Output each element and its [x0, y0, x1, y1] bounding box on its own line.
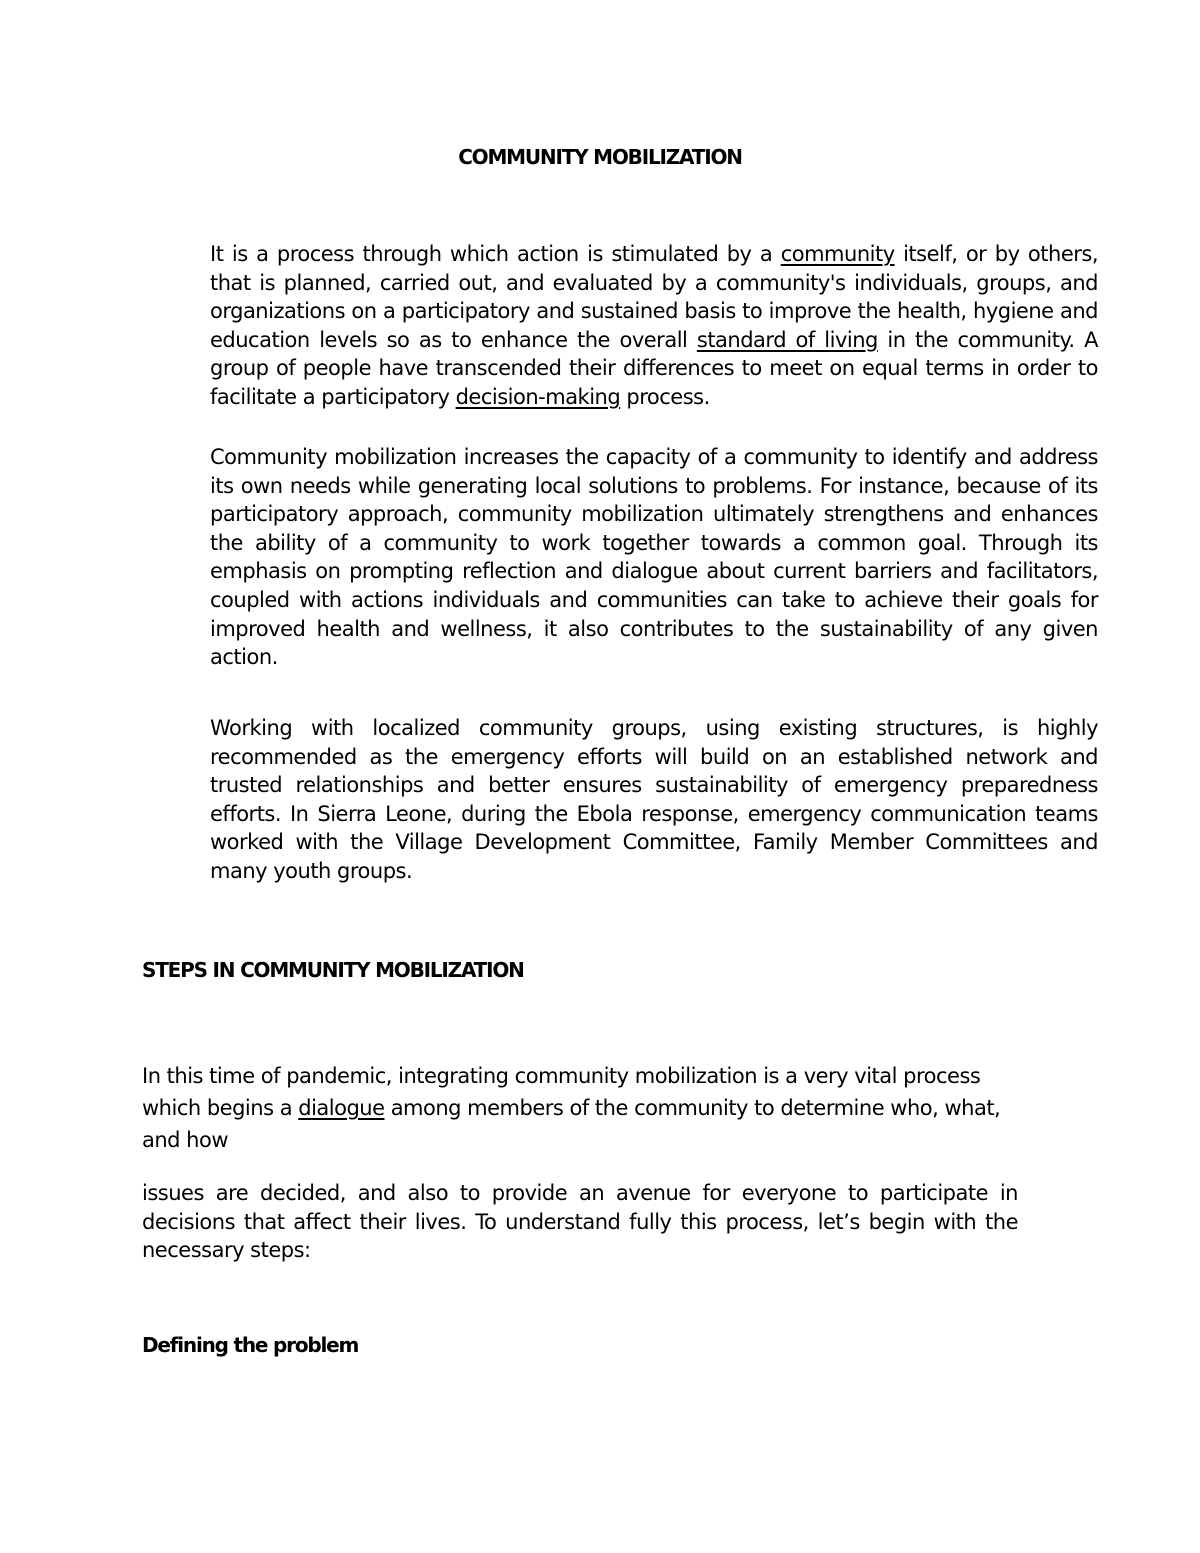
- subheading-defining-problem: Defining the problem: [142, 1333, 359, 1357]
- decision-making-link[interactable]: decision-making: [455, 384, 621, 409]
- text-span: In this time of pandemic, integrating community mobilization is a very vital process which begins a: [142, 1064, 981, 1120]
- section-heading-steps: STEPS IN COMMUNITY MOBILIZATION: [142, 958, 524, 982]
- text-span: among members of the community to determine who, what, and how: [142, 1096, 1001, 1152]
- paragraph-capacity: Community mobilization increases the capacity of a community to identify and address its own needs while generating local solutions to problems. For instance, because of its participatory approach, community mobilization ultimately strengthens and enhances the ability of a community to work together towards a common goal. Through its emphasis on prompting reflection and dialogue about current barriers and facilitators, coupled with actions individuals and communities can take to achieve their goals for improved health and wellness, it also contributes to the sustainability of any given action.: [210, 445, 1098, 670]
- text-span: process.: [620, 384, 710, 409]
- text-span: itself, or by others, that is planned, carried out, and evaluated by a community's individuals, groups, and organizations on a participatory and sustained basis to improve the health, hygiene and education levels so as to enhance the overall: [210, 242, 1098, 352]
- text-span: It is a process through which action is stimulated by a: [210, 242, 781, 266]
- dialogue-link[interactable]: dialogue: [298, 1096, 385, 1120]
- document-title: COMMUNITY MOBILIZATION: [458, 145, 742, 169]
- paragraph-local-groups: Working with localized community groups, using existing structures, is highly recommended as the emergency efforts will build on an established network and trusted relationships and better ensures sustainability of emergency preparedness efforts. In Sierra Leone, during the Ebola response, emergency communication teams worked with the Village Development Committee, Family Member Committees and many youth groups.: [210, 716, 1098, 883]
- standard-of-living-link[interactable]: standard of living: [696, 327, 878, 352]
- text-span: in the community. A group of people have transcended their differences to meet on equal terms in order to facilitate a participatory: [210, 327, 1098, 409]
- community-link[interactable]: community: [780, 242, 895, 266]
- paragraph-pandemic: [142, 1060, 1032, 1156]
- paragraph-issues: issues are decided, and also to provide an avenue for everyone to participate in decisions that affect their lives. To understand fully this process, let’s begin with the necessary steps:: [142, 1181, 1018, 1263]
- paragraph-definition: [210, 240, 1098, 412]
